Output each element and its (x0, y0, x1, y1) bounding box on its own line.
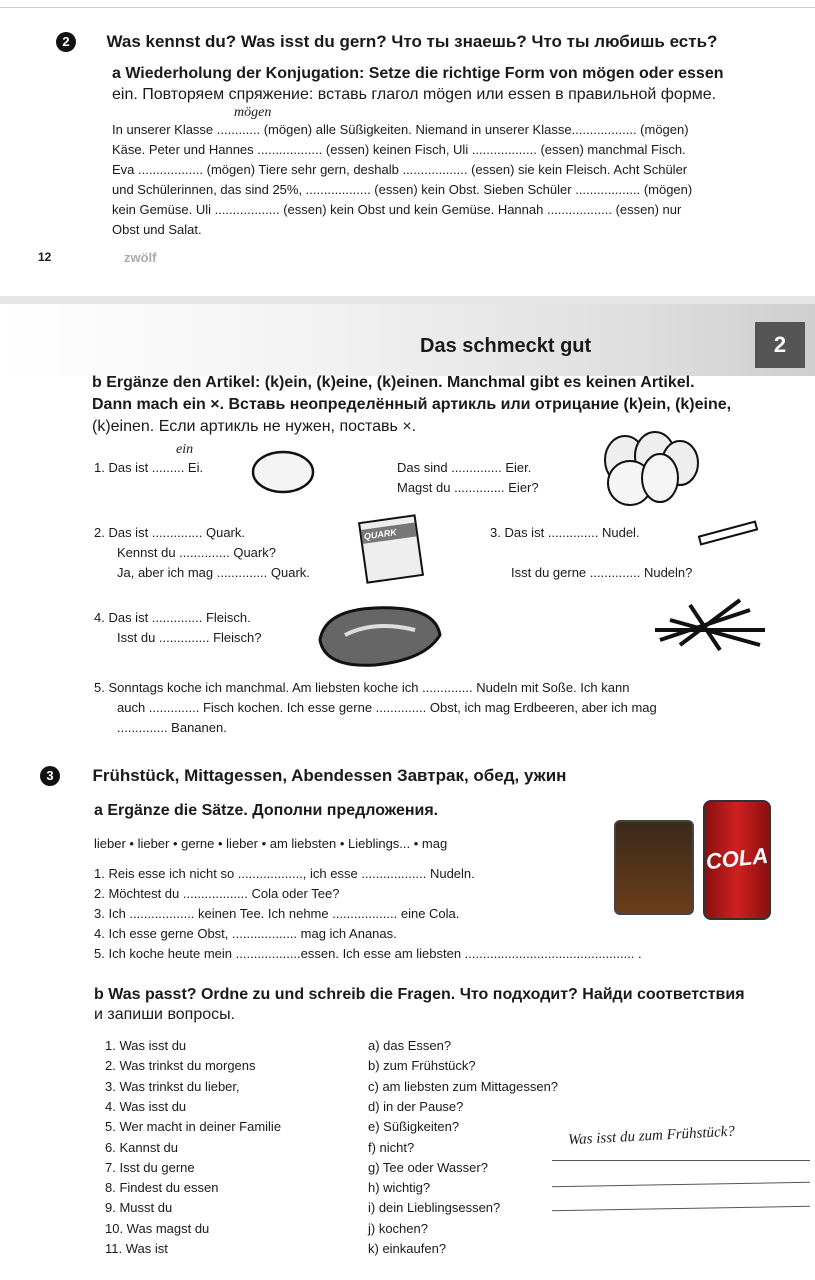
sentence: 3. Ich .................. keinen Tee. Ich nehme .................. eine Cola. (94, 906, 460, 921)
item-2a: 2. Das ist .............. Quark. (94, 525, 245, 540)
answer-line[interactable] (552, 1182, 810, 1188)
task-a-line2: ein. Повторяем спряжение: вставь глагол mögen или essen в правильной форме. (112, 86, 717, 103)
exercise-title: Frühstück, Mittagessen, Abendessen Завтрак, обед, ужин (92, 766, 567, 785)
item-5a: 5. Sonntags koche ich manchmal. Am liebsten koche ich .............. Nudeln mit Soße. Ich kann (94, 680, 630, 695)
question-ending: j) kochen? (368, 1220, 428, 1236)
text-line: Käse. Peter und Hannes .................. (essen) keinen Fisch, Uli .................. (essen) manchmal Fisch. (112, 142, 686, 157)
task-b-line2: Dann mach ein ×. Вставь неопределённый артикль или отрицание (k)ein, (k)eine, (92, 396, 732, 413)
question-ending: d) in der Pause? (368, 1098, 464, 1114)
question-start: 3. Was trinkst du lieber, (105, 1078, 240, 1094)
tea-glass-image (614, 820, 694, 915)
text-line: Obst und Salat. (112, 222, 202, 237)
question-start: 9. Musst du (105, 1200, 173, 1216)
item-1c: Magst du .............. Eier? (397, 480, 539, 495)
task-b-line3: (k)einen. Если артикль не нужен, поставь ×. (92, 418, 417, 435)
sentence: 5. Ich koche heute mein ..................essen. Ich esse am liebsten ............................................... . (94, 946, 642, 961)
page-divider (0, 296, 815, 304)
top-edge (0, 2, 815, 8)
question-ending: k) einkaufen? (368, 1241, 447, 1256)
item-5c: .............. Bananen. (117, 720, 227, 735)
question-ending: h) wichtig? (368, 1180, 431, 1196)
pasta-image (650, 590, 770, 655)
handwritten-answer: mögen (234, 105, 272, 120)
question-start: 6. Kannst du (105, 1139, 178, 1155)
text-line: Eva .................. (mögen) Tiere sehr gern, deshalb .................. (essen) sie kein Fleisch. Acht Schüler (112, 162, 688, 177)
item-3b: Isst du gerne .............. Nudeln? (511, 565, 693, 580)
meat-image (315, 600, 445, 670)
question-ending: g) Tee oder Wasser? (368, 1159, 488, 1175)
handwritten-answer: Was isst du zum Frühstück? (567, 1123, 736, 1149)
exercise-3-header (40, 766, 566, 786)
question-start: 10. Was magst du (105, 1220, 210, 1236)
chapter-title: Das schmeckt gut (420, 335, 592, 357)
item-1: 1. Das ist ......... Ei. (94, 460, 204, 475)
quark-label: QUARK (361, 522, 416, 543)
page-number: 12 (38, 250, 52, 264)
item-4a: 4. Das ist .............. Fleisch. (94, 610, 251, 625)
question-ending: c) am liebsten zum Mittagessen? (368, 1078, 559, 1094)
task-b-line2: и запиши вопросы. (94, 1006, 236, 1023)
page-word: zwölf (124, 250, 157, 265)
sentence: 4. Ich esse gerne Obst, .................. mag ich Ananas. (94, 926, 397, 941)
item-3a: 3. Das ist .............. Nudel. (490, 525, 640, 540)
cola-can-image (703, 800, 771, 920)
question-start: 7. Isst du gerne (105, 1159, 195, 1175)
task-a-title: a Ergänze die Sätze. Дополни предложения. (94, 802, 439, 819)
answer-line[interactable] (552, 1160, 810, 1161)
egg-image (250, 448, 320, 498)
exercise-number: 3 (40, 766, 60, 786)
sentence: 1. Reis esse ich nicht so .................., ich esse .................. Nudeln. (94, 866, 475, 881)
item-4b: Isst du .............. Fleisch? (117, 630, 262, 645)
task-b-line1: b Ergänze den Artikel: (k)ein, (k)eine, (k)einen. Manchmal gibt es keinen Artikel. (92, 374, 695, 391)
text-line: und Schülerinnen, das sind 25%, .................. (essen) kein Obst. Sieben Schüler .................. (mögen) (112, 182, 693, 197)
question-start: 11. Was ist (105, 1241, 168, 1256)
sentence: 2. Möchtest du .................. Cola oder Tee? (94, 886, 340, 901)
question-ending: f) nicht? (368, 1139, 415, 1155)
question-start: 4. Was isst du (105, 1098, 187, 1114)
chapter-band (0, 304, 815, 376)
item-2b: Kennst du .............. Quark? (117, 545, 276, 560)
cola-label: COLA (704, 842, 770, 875)
text-line: In unserer Klasse ............ (mögen) alle Süßigkeiten. Niemand in unserer Klasse.................. (mögen) (112, 122, 689, 137)
question-ending: e) Süßigkeiten? (368, 1119, 460, 1135)
item-1b: Das sind .............. Eier. (397, 460, 532, 475)
noodle-image (698, 520, 759, 545)
item-5b: auch .............. Fisch kochen. Ich esse gerne .............. Obst, ich mag Erdbeeren, aber ich mag (117, 700, 657, 715)
answer-line[interactable] (552, 1206, 810, 1212)
question-start: 8. Findest du essen (105, 1180, 219, 1196)
question-start: 2. Was trinkst du morgens (105, 1058, 256, 1074)
task-b-line1: b Was passt? Ordne zu und schreib die Fragen. Что подходит? Найди соответствия (94, 986, 745, 1003)
exercise-title: Was kennst du? Was isst du gern? Что ты знаешь? Что ты любишь есть? (106, 32, 718, 51)
exercise-2-header (56, 32, 717, 52)
handwritten-answer: ein (176, 442, 194, 457)
task-a-line1: a Wiederholung der Konjugation: Setze die richtige Form von mögen oder essen (112, 65, 724, 82)
question-start: 5. Wer macht in deiner Familie (105, 1119, 282, 1135)
eggs-image (585, 428, 705, 508)
question-start: 1. Was isst du (105, 1038, 187, 1053)
item-2c: Ja, aber ich mag .............. Quark. (117, 565, 310, 580)
text-line: kein Gemüse. Uli .................. (essen) kein Obst und kein Gemüse. Hannah .................. (essen) nur (112, 202, 682, 217)
question-ending: b) zum Frühstück? (368, 1058, 476, 1074)
word-bank: lieber • lieber • gerne • lieber • am liebsten • Lieblings... • mag (94, 836, 448, 851)
question-ending: a) das Essen? (368, 1038, 452, 1053)
quark-image (358, 514, 424, 583)
exercise-number: 2 (56, 32, 76, 52)
chapter-number: 2 (755, 322, 805, 368)
question-ending: i) dein Lieblingsessen? (368, 1200, 501, 1216)
